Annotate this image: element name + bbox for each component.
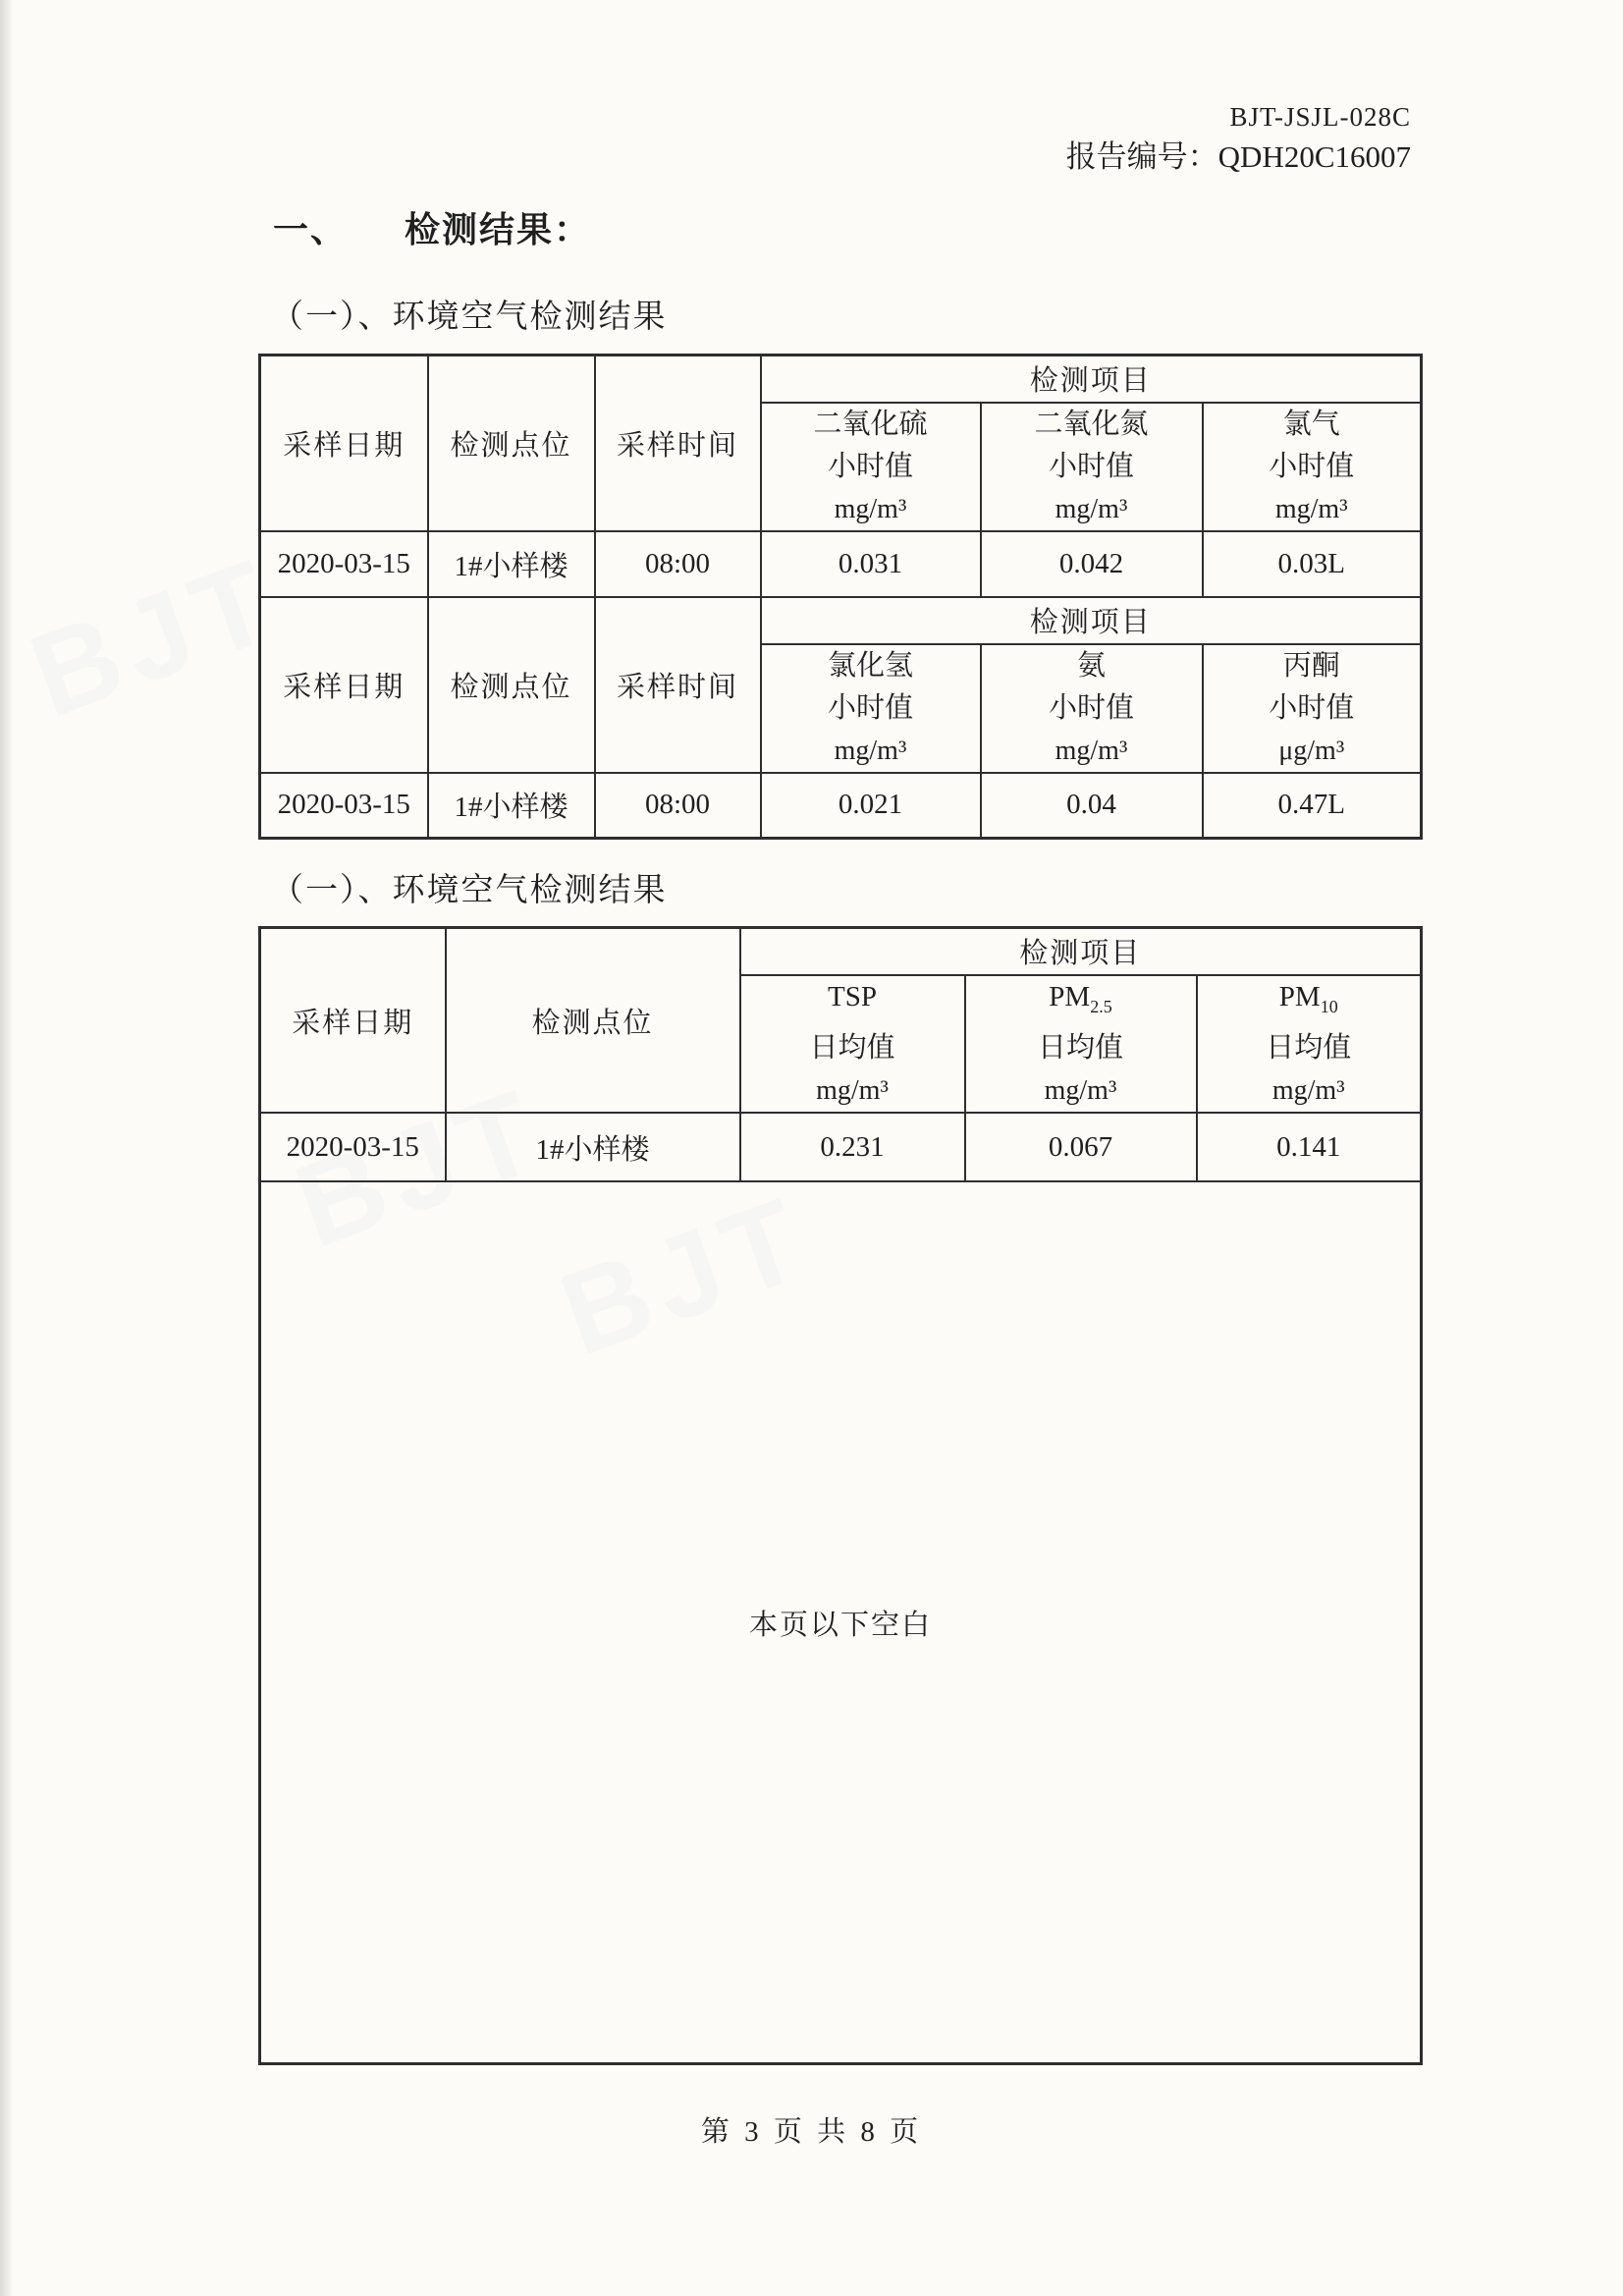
cell-test-point: 1#小样楼 (428, 773, 595, 839)
param-avg-type: 日均值 (1037, 1032, 1123, 1065)
header-right (1066, 101, 1411, 177)
air-test-table-daily (258, 926, 1423, 2065)
subsection-heading-2: （一）、环境空气检测结果 (271, 873, 668, 908)
form-code: BJT-JSJL-028C (1229, 102, 1411, 132)
page-number: 第 3 页 共 8 页 (700, 2116, 923, 2148)
cell-sample-date: 2020-03-15 (260, 773, 428, 839)
param-name: TSP (828, 980, 877, 1012)
cell-value-nh3: 0.04 (981, 773, 1203, 839)
param-header-tsp (740, 975, 965, 1114)
cell-value-cl2: 0.03L (1203, 531, 1422, 597)
cell-test-point: 1#小样楼 (446, 1113, 740, 1181)
param-unit: μg/m³ (1278, 735, 1345, 766)
cell-sample-date: 2020-03-15 (260, 531, 428, 597)
param-avg-type: 小时值 (1269, 450, 1355, 482)
param-unit: mg/m³ (834, 735, 907, 766)
param-header-pm25 (965, 975, 1197, 1114)
subsection-heading-1: （一）、环境空气检测结果 (271, 300, 668, 335)
cell-value-so2: 0.031 (761, 531, 981, 597)
param-header-cl2 (1203, 403, 1422, 531)
param-subscript: 2.5 (1090, 996, 1112, 1016)
param-name: 氨 (1076, 649, 1106, 682)
param-unit: mg/m³ (1271, 1075, 1345, 1107)
param-header-so2 (761, 403, 981, 531)
col-header-sample-date: 采样日期 (260, 597, 428, 773)
cell-value-pm25: 0.067 (965, 1113, 1197, 1181)
param-header-pm10 (1197, 975, 1422, 1114)
cell-sample-date: 2020-03-15 (260, 1113, 446, 1181)
cell-value-tsp: 0.231 (740, 1113, 965, 1181)
param-avg-type: 小时值 (1269, 691, 1355, 724)
report-number-line (1066, 138, 1411, 177)
param-name: 氯化氢 (827, 649, 913, 682)
col-header-test-point: 检测点位 (428, 597, 595, 773)
param-header-hcl (761, 644, 981, 773)
param-avg-type: 小时值 (1048, 691, 1134, 724)
air-test-table-hourly (258, 354, 1423, 840)
param-unit: mg/m³ (816, 1075, 889, 1107)
col-header-test-point: 检测点位 (446, 928, 740, 1114)
param-unit: mg/m³ (1044, 1075, 1117, 1107)
section-number: 一、 (273, 210, 349, 249)
report-number-label: 报告编号： (1065, 138, 1218, 174)
table-row (260, 1113, 1422, 1181)
param-unit: mg/m³ (1055, 735, 1128, 766)
param-header-no2 (981, 403, 1203, 531)
param-name: 丙酮 (1282, 649, 1340, 682)
section-title-text: 检测结果： (405, 210, 592, 249)
test-items-header: 检测项目 (740, 928, 1422, 975)
cell-value-hcl: 0.021 (761, 773, 981, 839)
cell-value-pm10: 0.141 (1197, 1113, 1422, 1181)
test-items-header: 检测项目 (761, 597, 1422, 644)
param-name: 氯气 (1282, 408, 1340, 440)
col-header-sample-date: 采样日期 (260, 928, 446, 1114)
cell-value-no2: 0.042 (981, 531, 1203, 597)
test-items-header: 检测项目 (761, 355, 1422, 403)
cell-sample-time: 08:00 (595, 531, 761, 597)
param-name: PM (1278, 980, 1321, 1012)
table-row (260, 773, 1422, 839)
param-name: 二氧化硫 (813, 408, 928, 440)
col-header-sample-time: 采样时间 (595, 355, 761, 531)
param-avg-type: 小时值 (827, 691, 913, 724)
param-unit: mg/m³ (834, 493, 907, 524)
param-header-acetone (1203, 644, 1422, 773)
param-avg-type: 小时值 (827, 450, 913, 482)
cell-sample-time: 08:00 (595, 773, 761, 839)
param-avg-type: 日均值 (809, 1032, 895, 1065)
col-header-test-point: 检测点位 (428, 355, 595, 531)
cell-value-acetone: 0.47L (1203, 773, 1422, 839)
param-header-nh3 (981, 644, 1203, 773)
param-subscript: 10 (1320, 996, 1338, 1016)
table-row (260, 531, 1422, 597)
param-unit: mg/m³ (1055, 493, 1128, 524)
param-unit: mg/m³ (1274, 493, 1348, 524)
blank-area-note: 本页以下空白 (260, 1181, 1422, 2063)
report-number-value: QDH20C16007 (1217, 138, 1411, 174)
param-avg-type: 日均值 (1266, 1032, 1352, 1065)
watermark-text (14, 530, 297, 743)
param-name: 二氧化氮 (1034, 408, 1149, 440)
col-header-sample-time: 采样时间 (595, 597, 761, 773)
section-heading (273, 202, 591, 252)
param-avg-type: 小时值 (1048, 450, 1134, 482)
param-name: PM (1049, 980, 1091, 1012)
col-header-sample-date: 采样日期 (260, 355, 428, 531)
cell-test-point: 1#小样楼 (428, 531, 595, 597)
